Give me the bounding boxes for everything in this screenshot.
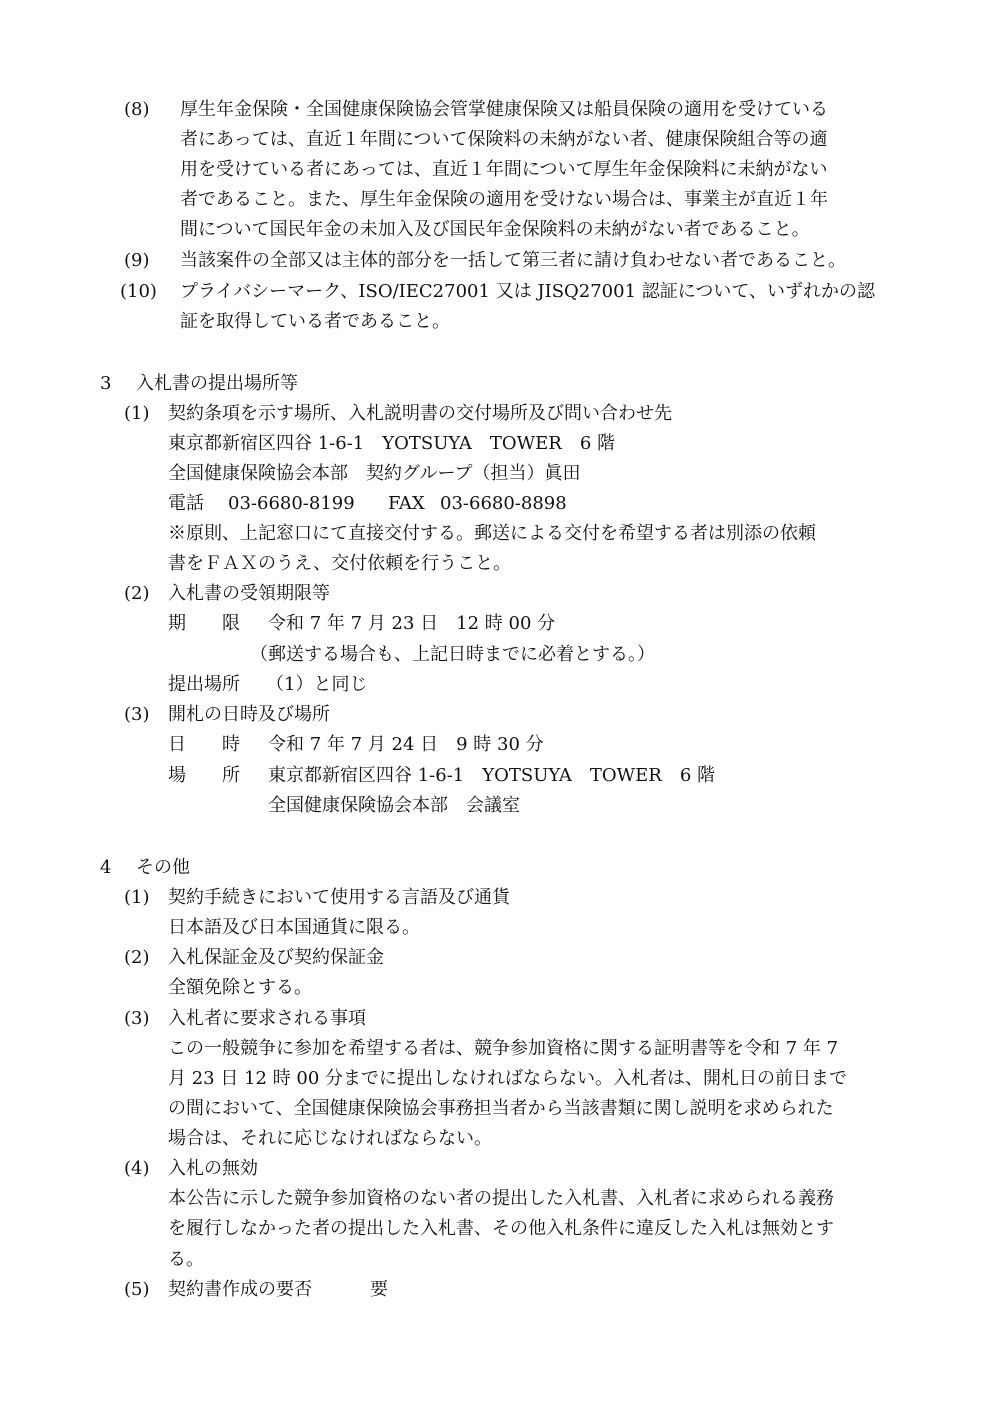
item-title: 契約書作成の要否 [168,1279,312,1300]
deadline-label: 期 限 [168,613,240,634]
section-number: 3 [100,373,112,394]
note-line: 書をＦＡＸのうえ、交付依頼を行うこと。 [168,553,512,574]
address: 東京都新宿区四谷 1-6-1 YOTSUYA TOWER 6 階 [168,433,616,454]
paragraph-line: 者であること。また、厚生年金保険の適用を受けない場合は、事業主が直近１年 [180,189,828,210]
item-number: (10) [120,281,157,302]
deadline-note: （郵送する場合も、上記日時までに必着とする。） [250,644,655,665]
fax-label: FAX [388,493,425,514]
paragraph-line: を履行しなかった者の提出した入札書、その他入札条件に違反した入札は無効とす [168,1218,834,1239]
item-title: 契約手続きにおいて使用する言語及び通貨 [168,887,510,908]
paragraph-line: 場合は、それに応じなければならない。 [168,1128,492,1149]
date-value: 令和 7 年 7 月 24 日 9 時 30 分 [268,734,544,755]
paragraph-line: 本公告に示した競争参加資格のない者の提出した入札書、入札者に求められる義務 [168,1188,834,1209]
item-title: 入札保証金及び契約保証金 [168,947,384,968]
item-number: (8) [124,99,150,120]
item-number: (2) [124,583,150,604]
item-title: 入札書の受領期限等 [168,583,330,604]
item-number: (2) [124,947,150,968]
paragraph-line: の間において、全国健康保険協会事務担当者から当該書類に関し説明を求められた [168,1098,834,1119]
section-title: 入札書の提出場所等 [136,373,298,394]
paragraph-line: この一般競争に参加を希望する者は、競争参加資格に関する証明書等を令和 7 年 7 [168,1038,839,1059]
place-label: 提出場所 [168,674,240,695]
paragraph-line: 間について国民年金の未加入及び国民年金保険料の未納がない者であること。 [180,219,810,240]
item-title: 入札の無効 [168,1158,258,1179]
item-number: (1) [124,887,150,908]
item-number: (9) [124,250,150,271]
deadline-value: 令和 7 年 7 月 23 日 12 時 00 分 [268,613,556,634]
paragraph-line: る。 [168,1249,204,1270]
date-label: 日 時 [168,734,240,755]
paragraph-line: 日本語及び日本国通貨に限る。 [168,917,420,938]
item-number: (3) [124,704,150,725]
paragraph-line: 用を受けている者にあっては、直近１年間について厚生年金保険料に未納がない [180,159,828,180]
paragraph-line: 当該案件の全部又は主体的部分を一括して第三者に請け負わせない者であること。 [180,250,846,271]
paragraph-line: 証を取得している者であること。 [180,311,450,332]
item-number: (3) [124,1008,150,1029]
paragraph-line: 月 23 日 12 時 00 分までに提出しなければならない。入札者は、開札日の前日まで [168,1068,848,1089]
item-title: 入札者に要求される事項 [168,1008,366,1029]
venue-room: 全国健康保険協会本部 会議室 [268,795,520,816]
section-number: 4 [100,857,112,878]
note-line: ※原則、上記窓口にて直接交付する。郵送による交付を希望する者は別添の依頼 [168,523,816,544]
fax-number: 03-6680-8898 [440,493,567,514]
paragraph-line: 厚生年金保険・全国健康保険協会管掌健康保険又は船員保険の適用を受けている [180,99,828,120]
section-title: その他 [136,857,190,878]
item-title: 開札の日時及び場所 [168,704,330,725]
item-value: 要 [370,1279,388,1300]
tel-label: 電話 [168,493,204,514]
paragraph-line: 者にあっては、直近１年間について保険料の未納がない者、健康保険組合等の適 [180,129,828,150]
item-number: (1) [124,403,150,424]
paragraph-line: 全額免除とする。 [168,977,312,998]
venue-address: 東京都新宿区四谷 1-6-1 YOTSUYA TOWER 6 階 [268,765,716,786]
organization: 全国健康保険協会本部 契約グループ（担当）眞田 [168,463,581,484]
tel-number: 03-6680-8199 [228,493,355,514]
item-title: 契約条項を示す場所、入札説明書の交付場所及び問い合わせ先 [168,403,672,424]
place-value: （1）と同じ [266,674,368,695]
item-number: (4) [124,1158,150,1179]
venue-label: 場 所 [168,765,240,786]
item-number: (5) [124,1279,150,1300]
paragraph-line: プライバシーマーク、ISO/IEC27001 又は JISQ27001 認証について、いずれかの認 [180,281,876,302]
